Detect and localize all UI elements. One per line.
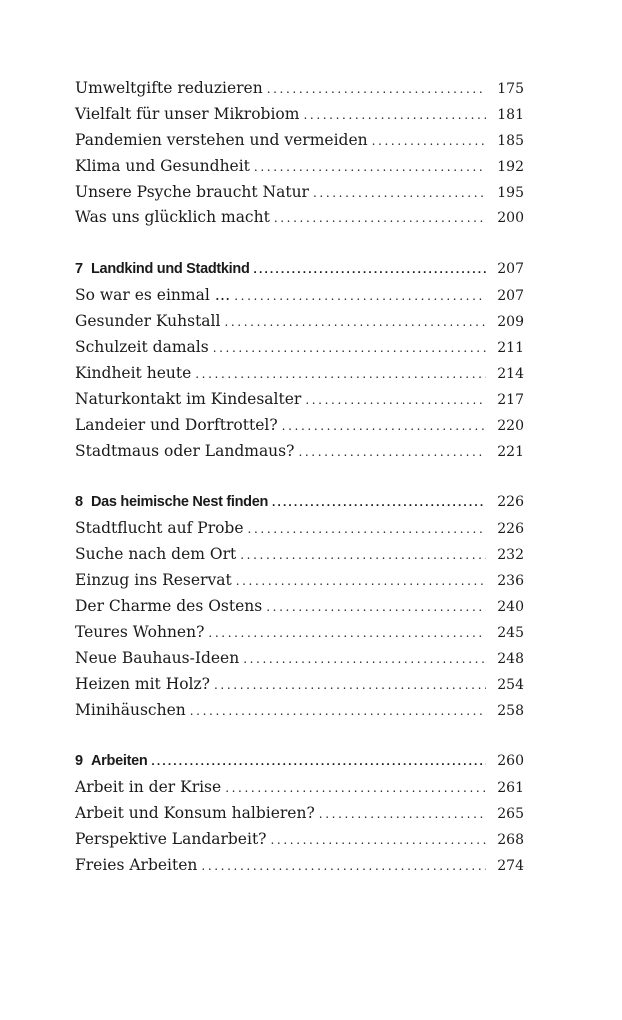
toc-entry-page: 226 [497, 521, 524, 538]
toc-entry[interactable] [75, 154, 524, 180]
toc-entry-title: Unsere Psyche braucht Natur [75, 182, 309, 201]
toc-entry[interactable] [75, 827, 524, 853]
toc-entry-page: 274 [497, 858, 524, 875]
toc-entry[interactable] [75, 672, 524, 698]
toc-entry[interactable] [75, 335, 524, 361]
toc-entry[interactable] [75, 283, 524, 309]
toc-entry[interactable] [75, 309, 524, 335]
dot-leader [303, 103, 486, 129]
chapter-number: 9 [75, 753, 83, 770]
toc-entry-title: Umweltgifte reduzieren [75, 79, 263, 97]
chapter-page: 260 [497, 753, 524, 770]
dot-leader [313, 181, 486, 207]
toc-entry[interactable] [75, 76, 524, 102]
toc-entry-page: 245 [497, 624, 524, 641]
toc-entry-title: Der Charme des Ostens [75, 597, 263, 616]
toc-entry-page: 211 [497, 340, 524, 357]
toc-entry-title: Naturkontakt im Kindesalter [75, 389, 302, 408]
dot-leader [270, 828, 486, 854]
dot-leader [236, 569, 486, 595]
toc-entry-title: Kindheit heute [75, 363, 192, 382]
dot-leader [298, 440, 486, 466]
toc-entry[interactable] [75, 646, 524, 672]
toc-entry[interactable] [75, 387, 524, 413]
toc-entry[interactable] [75, 698, 524, 724]
toc-section [75, 76, 524, 231]
toc-entry-page: 236 [497, 573, 524, 590]
dot-leader [190, 699, 486, 725]
toc-entry-page: 265 [497, 806, 524, 823]
toc-entry-page: 217 [497, 391, 524, 408]
dot-leader [319, 802, 486, 828]
chapter-title: Das heimische Nest finden [91, 494, 269, 511]
chapter-heading[interactable] [75, 257, 524, 283]
toc-entry-page: 258 [497, 702, 524, 719]
chapter-heading[interactable] [75, 749, 524, 775]
toc-entry[interactable] [75, 542, 524, 568]
toc-entry-page: 209 [497, 314, 524, 331]
toc-entry[interactable] [75, 180, 524, 206]
toc-entry-title: Pandemien verstehen und vermeiden [75, 130, 368, 149]
dot-leader [274, 206, 486, 232]
toc-entry-page: 221 [497, 443, 524, 460]
toc-section-chapter-7 [75, 257, 524, 464]
toc-entry-title: Arbeit und Konsum halbieren? [75, 804, 315, 823]
chapter-title: Arbeiten [91, 753, 148, 770]
dot-leader [213, 336, 486, 362]
dot-leader [208, 621, 486, 647]
toc-entry-page: 248 [497, 650, 524, 667]
chapter-heading-title [75, 257, 254, 283]
toc-entry-page: 192 [497, 158, 524, 175]
toc-entry-page: 175 [497, 81, 524, 97]
toc-entry-page: 232 [497, 547, 524, 564]
chapter-page: 207 [497, 261, 524, 278]
toc-entry-title: Stadtmaus oder Landmaus? [75, 441, 295, 460]
toc-entry-title: So war es einmal … [75, 286, 231, 305]
toc-entry-title: Perspektive Landarbeit? [75, 830, 267, 849]
dot-leader [151, 749, 486, 775]
toc-entry-page: 207 [497, 288, 524, 305]
dot-leader [214, 673, 486, 699]
toc-entry-page: 185 [497, 132, 524, 149]
toc-entry-title: Suche nach dem Ort [75, 545, 237, 564]
dot-leader [272, 490, 486, 516]
toc-entry-title: Heizen mit Holz? [75, 674, 210, 693]
dot-leader [224, 310, 486, 336]
toc-entry-page: 214 [497, 365, 524, 382]
toc-section-chapter-8 [75, 490, 524, 723]
toc-entry-title: Arbeit in der Krise [75, 778, 222, 797]
toc-entry-title: Einzug ins Reservat [75, 571, 232, 590]
chapter-page: 226 [497, 494, 524, 511]
toc-entry[interactable] [75, 413, 524, 439]
toc-entry[interactable] [75, 775, 524, 801]
toc-entry[interactable] [75, 102, 524, 128]
toc-entry[interactable] [75, 594, 524, 620]
dot-leader [282, 414, 486, 440]
toc-entry-page: 268 [497, 832, 524, 849]
table-of-contents [75, 76, 524, 879]
toc-entry[interactable] [75, 361, 524, 387]
chapter-number: 7 [75, 261, 83, 278]
dot-leader [372, 129, 486, 155]
toc-entry[interactable] [75, 801, 524, 827]
dot-leader [243, 647, 486, 673]
toc-entry-page: 254 [497, 676, 524, 693]
chapter-heading-title [75, 749, 151, 775]
toc-entry-page: 261 [497, 780, 524, 797]
toc-entry-page: 240 [497, 599, 524, 616]
toc-entry[interactable] [75, 516, 524, 542]
toc-entry-title: Minihäuschen [75, 700, 186, 719]
dot-leader [254, 155, 486, 181]
toc-entry-page: 195 [497, 184, 524, 201]
chapter-heading-title [75, 490, 272, 516]
chapter-title: Landkind und Stadtkind [91, 261, 250, 278]
toc-entry[interactable] [75, 205, 524, 231]
toc-entry-page: 220 [497, 417, 524, 434]
toc-entry-title: Was uns glücklich macht [75, 208, 270, 227]
toc-entry-title: Neue Bauhaus-Ideen [75, 648, 240, 667]
dot-leader [267, 77, 486, 103]
toc-entry-title: Stadtflucht auf Probe [75, 519, 244, 538]
dot-leader [266, 595, 486, 621]
toc-entry-title: Vielfalt für unser Mikrobiom [75, 104, 300, 123]
toc-entry-title: Schulzeit damals [75, 338, 209, 357]
toc-entry-title: Freies Arbeiten [75, 856, 198, 875]
dot-leader [240, 543, 486, 569]
toc-entry[interactable] [75, 439, 524, 465]
dot-leader [201, 854, 486, 880]
toc-entry[interactable] [75, 620, 524, 646]
toc-entry-title: Gesunder Kuhstall [75, 312, 221, 331]
toc-entry-page: 181 [497, 106, 524, 123]
dot-leader [305, 388, 486, 414]
chapter-heading[interactable] [75, 490, 524, 516]
toc-section-chapter-9 [75, 749, 524, 878]
toc-entry[interactable] [75, 853, 524, 879]
toc-entry-title: Klima und Gesundheit [75, 156, 250, 175]
toc-entry-title: Teures Wohnen? [75, 622, 205, 641]
toc-entry-title: Landeier und Dorftrottel? [75, 415, 278, 434]
dot-leader [234, 284, 486, 310]
toc-entry-page: 200 [497, 210, 524, 227]
toc-entry[interactable] [75, 128, 524, 154]
toc-entry[interactable] [75, 568, 524, 594]
dot-leader [248, 517, 486, 543]
dot-leader [254, 257, 486, 283]
dot-leader [225, 776, 486, 802]
dot-leader [195, 362, 486, 388]
chapter-number: 8 [75, 494, 83, 511]
